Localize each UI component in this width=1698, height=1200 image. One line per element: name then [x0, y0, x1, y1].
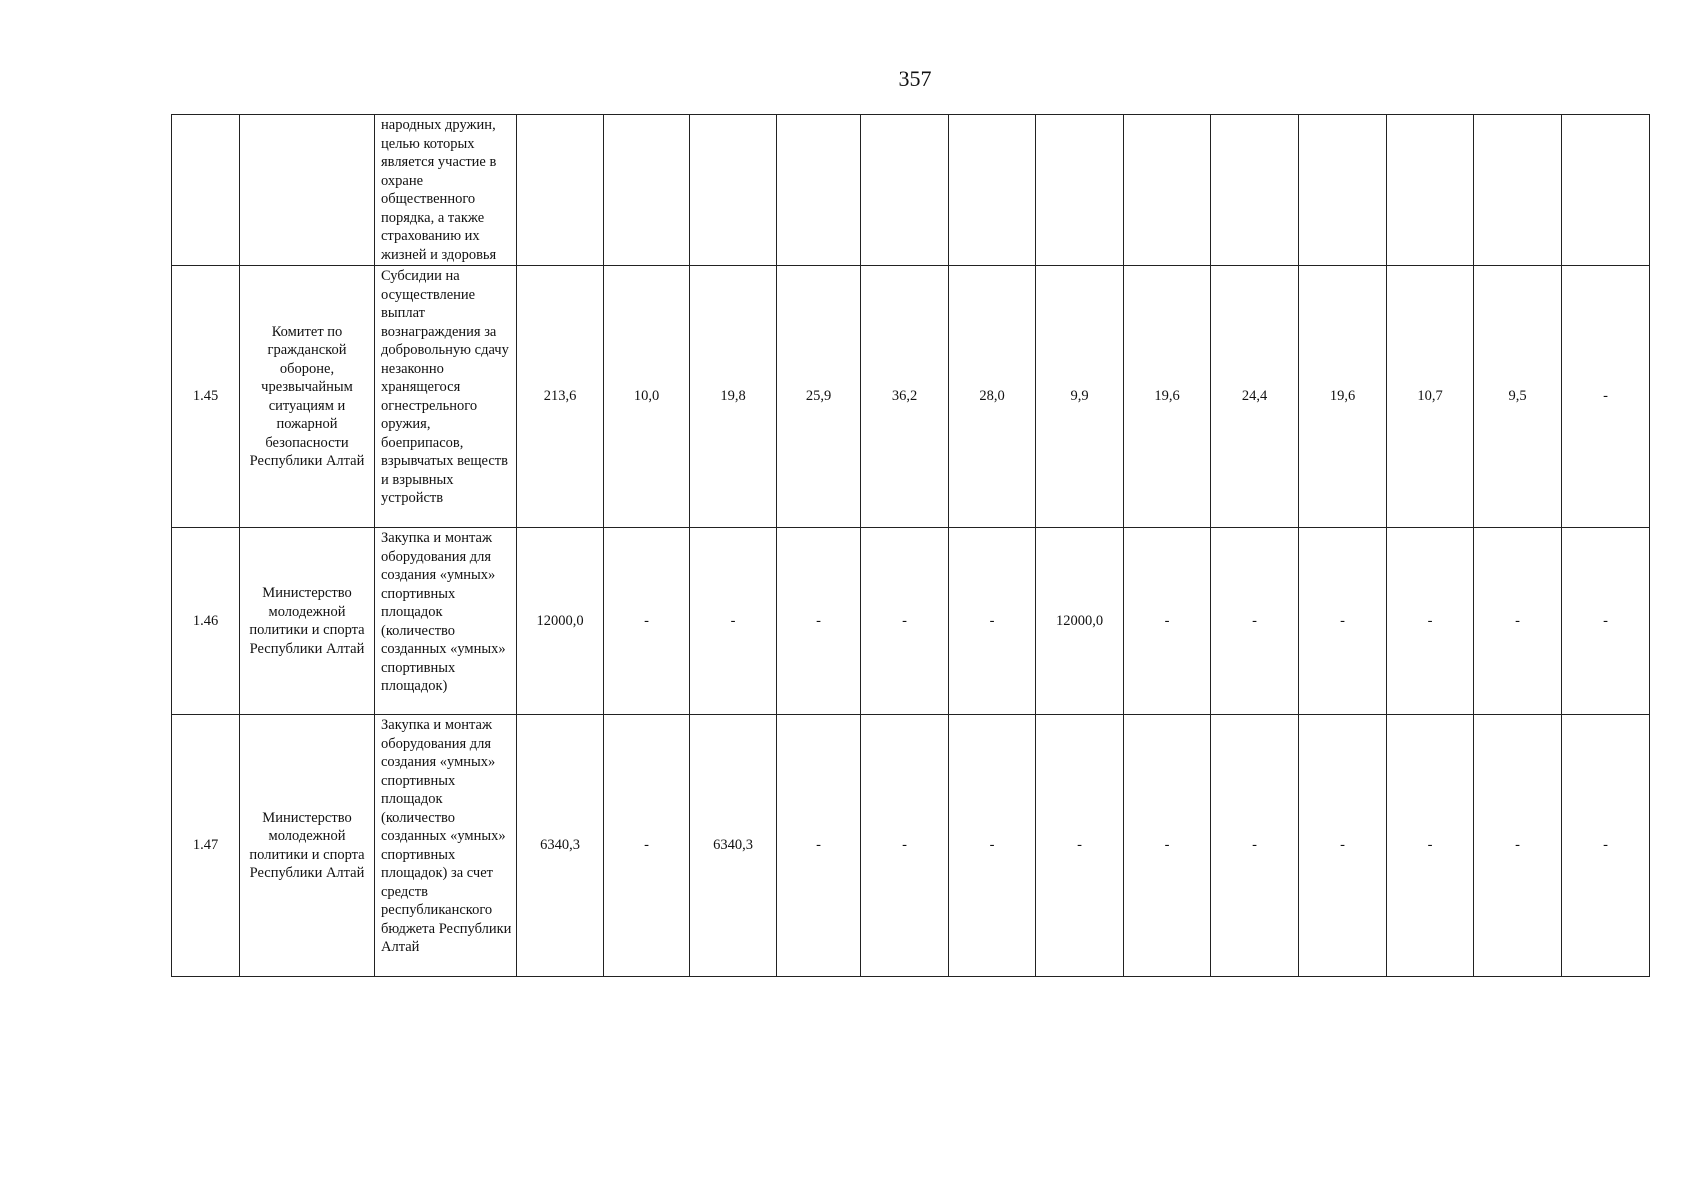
value-cell: - — [1299, 715, 1387, 977]
value-cell: - — [1211, 528, 1299, 715]
table-row — [172, 715, 1650, 977]
organization-cell — [240, 115, 375, 266]
organization-cell: Комитет по гражданской обороне, чрезвычайным ситуациям и пожарной безопасности Республики Алтай — [240, 266, 375, 528]
value-cell: - — [604, 528, 690, 715]
value-cell-total: 213,6 — [517, 266, 604, 528]
value-cell: - — [861, 528, 949, 715]
value-cell: - — [861, 715, 949, 977]
page-number: 357 — [898, 66, 932, 91]
table-row — [172, 528, 1650, 715]
value-cell: 25,9 — [777, 266, 861, 528]
description-cell: Закупка и монтаж оборудования для создания «умных» спортивных площадок (количество созданных «умных» спортивных площадок) — [375, 528, 517, 715]
value-cell — [1474, 115, 1562, 266]
value-cell — [1211, 115, 1299, 266]
row-number-cell: 1.45 — [172, 266, 240, 528]
value-cell: 28,0 — [949, 266, 1036, 528]
value-cell: 36,2 — [861, 266, 949, 528]
value-cell: 24,4 — [1211, 266, 1299, 528]
description-cell: народных дружин, целью которых является участие в охране общественного порядка, а также страхованию их жизней и здоровья — [375, 115, 517, 266]
value-cell — [1036, 115, 1124, 266]
row-number-cell — [172, 115, 240, 266]
value-cell: 10,0 — [604, 266, 690, 528]
value-cell — [949, 115, 1036, 266]
table-body — [172, 115, 1650, 977]
value-cell — [1299, 115, 1387, 266]
value-cell: - — [1124, 528, 1211, 715]
value-cell: - — [949, 528, 1036, 715]
value-cell: - — [1562, 266, 1650, 528]
table-row — [172, 266, 1650, 528]
value-cell: - — [949, 715, 1036, 977]
value-cell: - — [1474, 528, 1562, 715]
value-cell: - — [777, 528, 861, 715]
row-number-cell: 1.46 — [172, 528, 240, 715]
value-cell: 6340,3 — [690, 715, 777, 977]
value-cell: 19,6 — [1299, 266, 1387, 528]
value-cell — [861, 115, 949, 266]
value-cell: - — [1387, 715, 1474, 977]
value-cell — [777, 115, 861, 266]
value-cell — [1124, 115, 1211, 266]
value-cell: 9,9 — [1036, 266, 1124, 528]
value-cell: 19,8 — [690, 266, 777, 528]
value-cell: 10,7 — [1387, 266, 1474, 528]
value-cell: - — [1211, 715, 1299, 977]
organization-cell: Министерство молодежной политики и спорта Республики Алтай — [240, 528, 375, 715]
value-cell: 12000,0 — [1036, 528, 1124, 715]
budget-table — [171, 114, 1650, 977]
row-number-cell: 1.47 — [172, 715, 240, 977]
organization-cell: Министерство молодежной политики и спорта Республики Алтай — [240, 715, 375, 977]
value-cell: - — [1299, 528, 1387, 715]
value-cell: 19,6 — [1124, 266, 1211, 528]
value-cell — [604, 115, 690, 266]
value-cell-total: 6340,3 — [517, 715, 604, 977]
description-cell: Закупка и монтаж оборудования для создания «умных» спортивных площадок (количество созданных «умных» спортивных площадок) за счет средств республиканского бюджета Республики Алтай — [375, 715, 517, 977]
value-cell: - — [690, 528, 777, 715]
value-cell: - — [1562, 715, 1650, 977]
description-cell: Субсидии на осуществление выплат вознаграждения за добровольную сдачу незаконно хранящегося огнестрельного оружия, боеприпасов, взрывчатых веществ и взрывных устройств — [375, 266, 517, 528]
value-cell: - — [604, 715, 690, 977]
value-cell: - — [777, 715, 861, 977]
value-cell: - — [1036, 715, 1124, 977]
value-cell-total: 12000,0 — [517, 528, 604, 715]
value-cell: - — [1124, 715, 1211, 977]
value-cell: - — [1387, 528, 1474, 715]
value-cell: - — [1562, 528, 1650, 715]
value-cell — [1387, 115, 1474, 266]
value-cell — [1562, 115, 1650, 266]
value-cell — [690, 115, 777, 266]
table-row — [172, 115, 1650, 266]
value-cell-total — [517, 115, 604, 266]
value-cell: 9,5 — [1474, 266, 1562, 528]
value-cell: - — [1474, 715, 1562, 977]
